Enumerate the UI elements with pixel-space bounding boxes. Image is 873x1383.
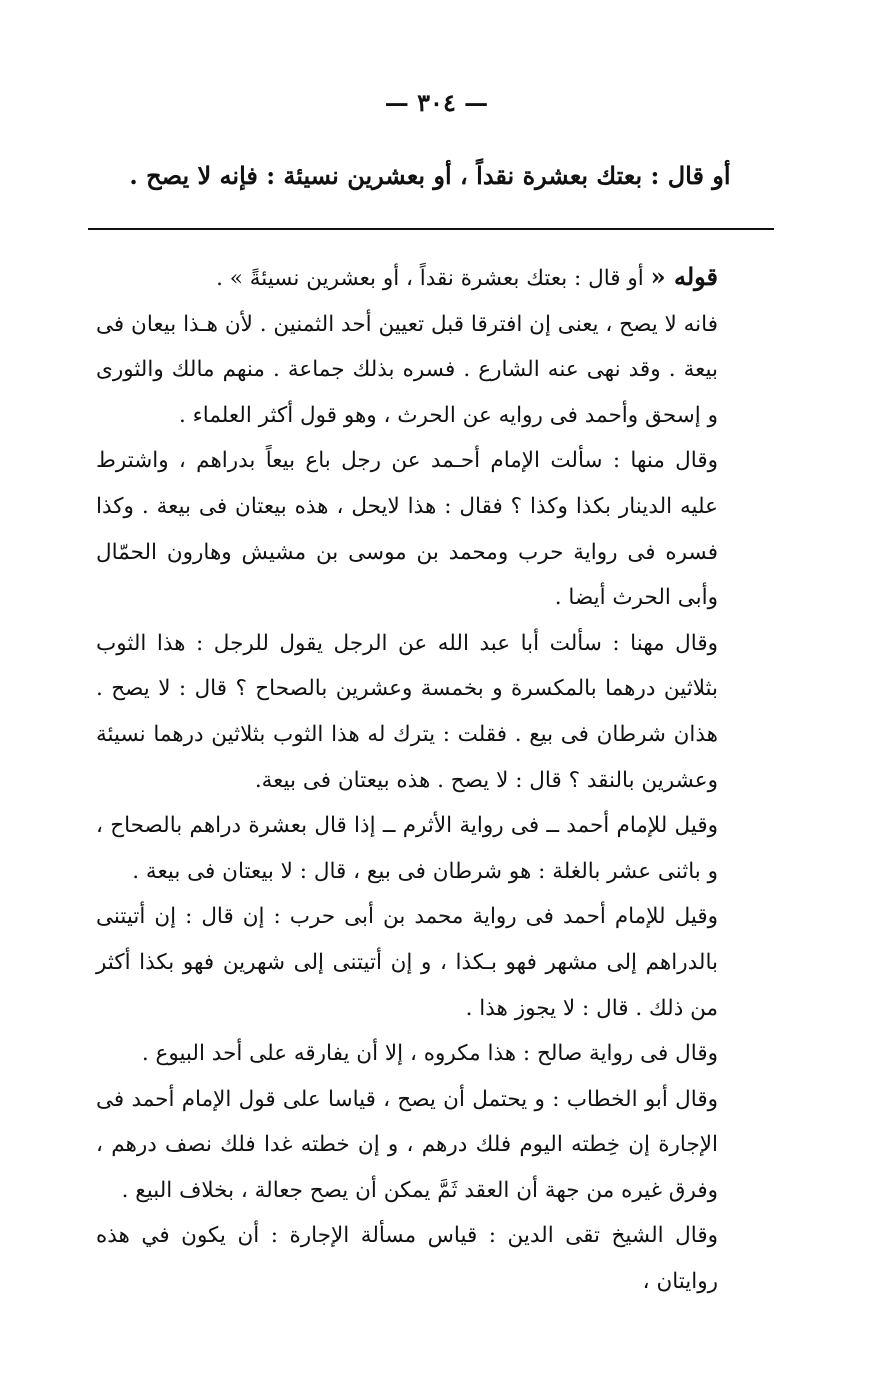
commentary-paragraph-7 xyxy=(96,1077,762,1214)
commentary-paragraph-8 xyxy=(96,1213,762,1304)
paragraph-text: وقال الشيخ تقى الدين : قياس مسألة الإجارة : أن يكون في هذه روايتان ، xyxy=(96,1223,718,1295)
commentary-paragraph-5 xyxy=(96,894,762,1031)
paragraph-text: وقيل للإمام أحمد ــ فى رواية الأثرم ــ إذا قال بعشرة دراهم بالصحاح ، و باثنى عشر بالغلة : هو شرطان فى بيع ، قال : لا بيعتان فى بيعة . xyxy=(96,813,718,884)
paragraph-text: أو قال : بعتك بعشرة نقداً ، أو بعشرين نسيئةً » . فانه لا يصح ، يعنى إن افترقا قبل تعيين أحد الثمنين . لأن هـذا بيعان فى بيعة . وقد نهى عنه الشارع . فسره بذلك جماعة . منهم مالك والثورى و إسحق وأحمد فى روايه عن الحرث ، وهو قول أكثر العلماء . xyxy=(96,266,718,428)
paragraph-lead: قوله « xyxy=(650,262,718,291)
main-text: أو قال : بعتك بعشرة نقداً ، أو بعشرين نسيئة : فإنه لا يصح . xyxy=(129,161,731,190)
paragraph-text: وقيل للإمام أحمد فى رواية محمد بن أبى حرب : إن قال : إن أتيتنى بالدراهم إلى مشهر فهو بـكذا ، و إن أتيتنى إلى شهرين فهو بكذا أكثر من ذلك . قال : لا يجوز هذا . xyxy=(96,904,718,1021)
commentary xyxy=(96,254,762,1305)
commentary-paragraph-4 xyxy=(96,803,762,894)
page-number: — ٣٠٤ — xyxy=(384,88,489,117)
commentary-paragraph-1 xyxy=(96,254,762,438)
paragraph-text: وقال أبو الخطاب : و يحتمل أن يصح ، قياسا على قول الإمام أحمد فى الإجارة إن خِطته اليوم فلك درهم ، و إن خطته غدا فلك نصف درهم ، وفرق غيره من جهة أن العقد ثَمَّ يمكن أن يصح جعالة ، بخلاف البيع . xyxy=(96,1086,718,1203)
commentary-paragraph-2 xyxy=(96,438,762,620)
paragraph-text: وقال منها : سألت الإمام أحـمد عن رجل باع بيعاً بدراهم ، واشترط عليه الدينار بكذا وكذا ؟ فقال : هذا لايحل ، هذه بيعتان فى بيعة . وكذا فسره فى رواية حرب ومحمد بن موسى بن مشيش وهارون الحمّال وأبى الحرث أيضا . xyxy=(96,448,718,611)
paragraph-text: وقال فى رواية صالح : هذا مكروه ، إلا أن يفارقه على أحد البيوع . xyxy=(141,1041,718,1067)
commentary-paragraph-3 xyxy=(96,621,762,803)
commentary-paragraph-6 xyxy=(96,1031,762,1077)
divider-line xyxy=(88,228,774,230)
paragraph-text: وقال مهنا : سألت أبا عبد الله عن الرجل يقول للرجل : هذا الثوب بثلاثين درهما بالمكسرة و بخمسة وعشرين بالصحاح ؟ قال : لا يصح . هذان شرطان فى بيع . فقلت : يترك له هذا الثوب بثلاثين درهما نسيئة وعشرين بالنقد ؟ قال : لا يصح . هذه بيعتان فى بيعة. xyxy=(96,630,718,793)
